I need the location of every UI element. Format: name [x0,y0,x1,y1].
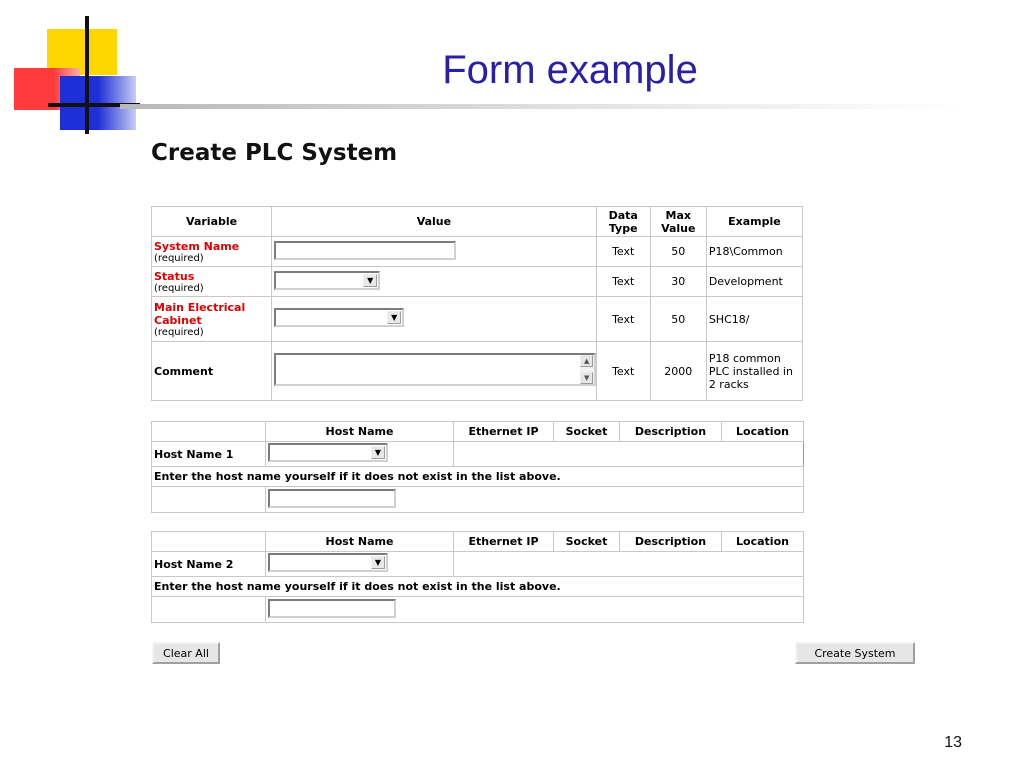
host-table-1 [151,421,804,513]
system-name-input[interactable] [274,241,456,260]
host-row-label: Host Name 1 [152,442,266,467]
column-header-socket: Socket [554,532,620,552]
host-name-1-input[interactable] [268,489,396,508]
table-row [152,552,804,577]
slide-title: Form example [442,48,698,92]
custom-host-cell [266,487,804,513]
table-header-row [152,422,804,442]
page-number: 13 [944,734,962,751]
host-name-2-input[interactable] [268,599,396,618]
column-header-value: Value [272,207,596,237]
column-header-host-name: Host Name [266,422,454,442]
table-header-row [152,207,803,237]
value-cell [272,237,596,267]
field-label-system-name: System Name [154,239,240,253]
chevron-down-icon[interactable]: ▼ [371,556,385,569]
max-value-cell: 50 [650,237,706,267]
host-hint-text: Enter the host name yourself if it does not exist in the list above. [152,467,804,487]
field-label-cell [152,297,272,342]
comment-scrollbar[interactable] [580,355,594,384]
data-type-cell: Text [596,267,650,297]
column-header-example: Example [706,207,802,237]
example-cell: P18\Common [706,237,802,267]
custom-host-cell [266,597,804,623]
host-name-1-select[interactable] [268,443,388,462]
example-cell: P18 common PLC installed in 2 racks [706,342,802,401]
title-divider [120,104,960,109]
example-cell: Development [706,267,802,297]
host-name-2-select[interactable] [268,553,388,572]
plc-variables-table [151,206,803,401]
data-type-cell: Text [596,297,650,342]
table-row [152,267,803,297]
field-label-cell [152,237,272,267]
column-header-location: Location [722,422,804,442]
page-title: Create PLC System [151,140,398,166]
required-note: (required) [154,326,204,338]
column-header-data-type: Data Type [596,207,650,237]
status-select[interactable] [274,271,380,290]
empty-cell [152,597,266,623]
slide-logo [0,0,140,140]
main-electrical-cabinet-select[interactable] [274,308,404,327]
table-row [152,467,804,487]
field-label-main-electrical-cabinet: Main Electrical Cabinet [154,300,246,327]
create-system-button[interactable]: Create System [795,642,915,664]
required-note: (required) [154,282,204,294]
data-type-cell: Text [596,342,650,401]
value-cell [272,267,596,297]
table-row [152,442,804,467]
field-label-cell [152,267,272,297]
clear-all-button[interactable]: Clear All [152,642,220,664]
chevron-down-icon[interactable]: ▼ [371,446,385,459]
max-value-cell: 30 [650,267,706,297]
host-row-label: Host Name 2 [152,552,266,577]
max-value-cell: 2000 [650,342,706,401]
column-header-description: Description [620,532,722,552]
host-name-cell [266,442,454,467]
column-header-empty [152,532,266,552]
host-hint-text: Enter the host name yourself if it does not exist in the list above. [152,577,804,597]
table-row [152,297,803,342]
value-cell [272,342,596,401]
host-details-cell [454,442,804,467]
column-header-description: Description [620,422,722,442]
column-header-host-name: Host Name [266,532,454,552]
column-header-variable: Variable [152,207,272,237]
host-table-2 [151,531,804,623]
scroll-up-icon[interactable]: ▲ [580,355,593,367]
value-cell [272,297,596,342]
column-header-empty [152,422,266,442]
host-details-cell [454,552,804,577]
chevron-down-icon[interactable]: ▼ [387,311,401,324]
scroll-down-icon[interactable]: ▼ [580,372,593,384]
table-row [152,577,804,597]
table-row [152,342,803,401]
table-row [152,487,804,513]
field-label-cell [152,342,272,401]
column-header-ethernet-ip: Ethernet IP [454,532,554,552]
table-row [152,597,804,623]
empty-cell [152,487,266,513]
max-value-cell: 50 [650,297,706,342]
column-header-socket: Socket [554,422,620,442]
field-label-comment: Comment [154,364,214,378]
example-cell: SHC18/ [706,297,802,342]
column-header-location: Location [722,532,804,552]
chevron-down-icon[interactable]: ▼ [363,274,377,287]
data-type-cell: Text [596,237,650,267]
field-label-status: Status [154,269,195,283]
table-header-row [152,532,804,552]
table-row [152,237,803,267]
column-header-max-value: Max Value [650,207,706,237]
comment-textarea[interactable] [274,353,596,386]
column-header-ethernet-ip: Ethernet IP [454,422,554,442]
host-name-cell [266,552,454,577]
logo-vertical-line [85,16,89,134]
required-note: (required) [154,252,204,264]
